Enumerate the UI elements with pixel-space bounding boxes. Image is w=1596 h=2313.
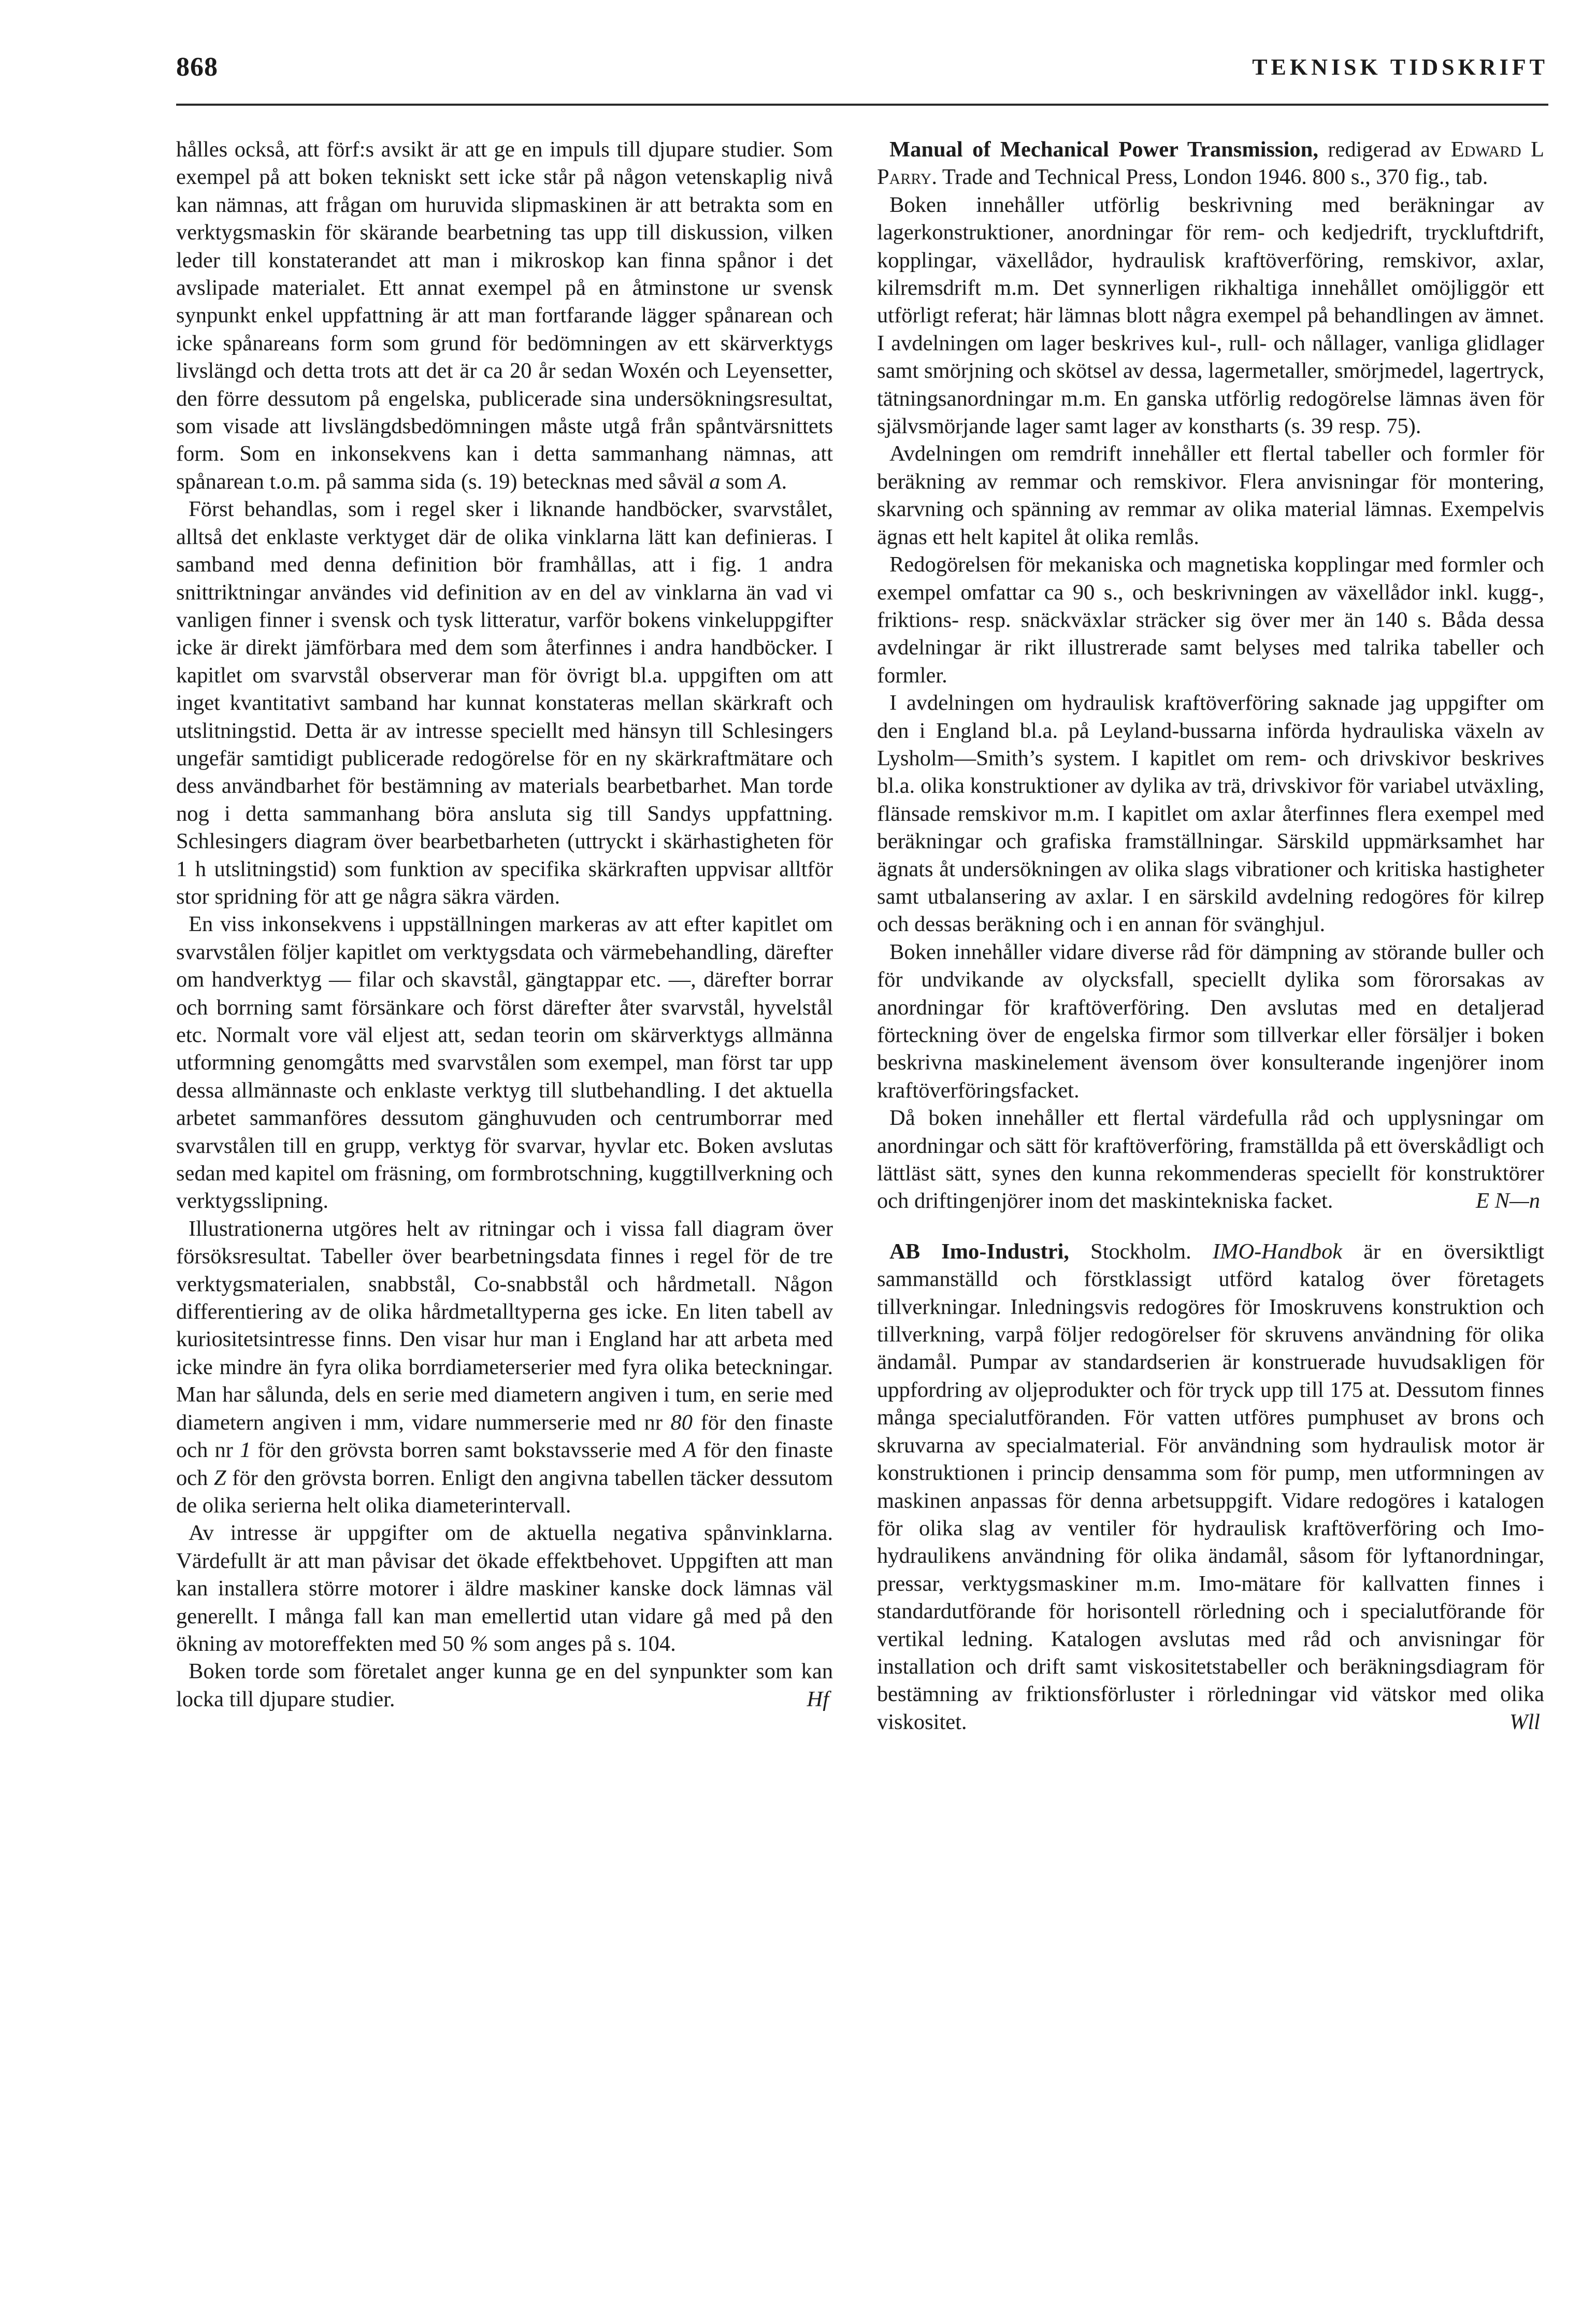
- left-column: [176, 136, 833, 1713]
- review-paragraph: Boken innehåller vidare diverse råd för dämpning av störande buller och för undvikande av olycksfall, speciellt dylika som förorsakas av anordningar för kraftöverföring. Den avslutas med en detaljerad förteckning över de engelska firmor som tillverkar eller försäljer i boken beskrivna maskinelement ävensom över konsulterande ingenjörer inom kraftöverföringsfacket.: [877, 939, 1544, 1103]
- article-paragraph: Illustrationerna utgöres helt av ritningar och i vissa fall diagram över försöksresultat. Tabeller över bearbetningsdata finnes i regel för de tre verktygsmaterialen, snabbstål, Co-snabbstål och hårdmetall. Någon differentiering av de olika hårdmetalltyperna ges icke. En liten tabell av kuriositetsintresse finns. Den visar hur man i England har att arbeta med icke mindre än fyra olika borrdiameterserier med fyra olika beteckningar. Man har sålunda, dels en serie med diametern angiven i tum, en serie med diametern angiven i mm, vidare nummerserie med nr 80 för den finaste och nr 1 för den grövsta borren samt bokstavsserie med A för den finaste och Z för den grövsta borren. Enligt den angivna tabellen täcker dessutom de olika serierna helt olika diameterintervall.: [176, 1216, 833, 1518]
- review-paragraph: Boken innehåller utförlig beskrivning med beräkningar av lagerkonstruktioner, anordningar för rem- och kedjedrift, tryckluftdrift, kopplingar, växellådor, hydraulisk kraftöverföring, remskivor, axlar, kilremsdrift m.m. Det synnerligen rikhaltiga innehållet omöjliggör ett utförligt referat; här lämnas blott några exempel på behandlingen av ämnet. I avdelningen om lager beskrives kul-, rull- och nållager, vanliga glidlager samt smörjning och skötsel av dessa, lagermetaller, smörjmedel, lagertryck, tätningsanordningar m.m. En ganska utförlig redogörelse lämnas även för självsmörjande lager samt lager av konstharts (s. 39 resp. 75).: [877, 192, 1544, 439]
- article-paragraph: Boken torde som företalet anger kunna ge en del synpunkter som kan locka till djupare studier. Hf: [176, 1658, 833, 1713]
- review-paragraph: Redogörelsen för mekaniska och magnetiska kopplingar med formler och exempel omfattar ca 90 s., och beskrivningen av växellådor inkl. kugg-, friktions- resp. snäckväxlar sträcker sig över mer än 140 s. Båda dessa avdelningar är rikt illustrerade samt belyses med talrika tabeller och formler.: [877, 552, 1544, 688]
- article-paragraph: En viss inkonsekvens i uppställningen markeras av att efter kapitlet om svarvstålen följer kapitlet om verktygsdata och värmebehandling, därefter om handverktyg — filar och skavstål, gängtappar etc. —, därefter borrar och borrning samt försänkare och först därefter åter svarvstål, hyvelstål etc. Normalt vore väl eljest att, sedan teorin om skärverktygs allmänna utformning genomgåtts med svarvstålen som exempel, man först tar upp dessa allmännaste och enklaste verktyg till slutbehandling. I det aktuella arbetet sammanföres dessutom gänghuvuden och centrumborrar med svarvstålen till en grupp, verktyg för svarvar, hyvlar etc. Boken avslutas sedan med kapitel om fräsning, om formbrotschning, kuggtillverkning och verktygsslipning.: [176, 912, 833, 1213]
- review-paragraph: Avdelningen om remdrift innehåller ett flertal tabeller och formler för beräkning av remmar och remskivor. Flera anvisningar för montering, skarvning och spänning av remmar av olika material lämnas. Exempelvis ägnas ett helt kapitel åt olika remlås.: [877, 441, 1544, 549]
- review-paragraph: AB Imo-Industri, Stockholm. IMO-Handbok är en översiktligt sammanställd och förstklassigt utförd katalog över företagets tillverkningar. Inledningsvis redogöres för Imoskruvens konstruktion och tillverkning, varpå följer redogörelser för skruvens användning för olika ändamål. Pumpar av standardserien är konstruerade huvudsakligen för uppfordring av oljeprodukter och för tryck upp till 175 at. Dessutom finnes många specialutföranden. För vatten utföres pumphuset av brons och skruvarna av specialmaterial. För användning som hydraulisk motor är konstruktionen i princip densamma som för pump, men utformningen av maskinen anpassas för denna arbetsuppgift. Vidare redogöres i katalogen för olika slag av ventiler för hydraulisk kraftöverföring och Imo-hydraulikens användning för olika ändamål, såsom för lyftanordningar, pressar, verktygsmaskiner m.m. Imo-mätare för kallvatten finnes i standardutförande för horisontell rörledning och i specialutförande för vertikal ledning. Katalogen avslutas med råd och anvisningar för installation och drift samt viskositetstabeller och beräkningsdiagram för bestämning av friktionsförluster i rörledningar vid vätskor med olika viskositet. Wll: [877, 1238, 1544, 1736]
- page-header: [176, 52, 1548, 106]
- review-paragraph: Då boken innehåller ett flertal värdefulla råd och upplysningar om anordningar och sätt för kraftöverföring, framställda på ett överskådligt och lättläst sätt, synes den kunna rekommenderas speciellt för konstruktörer och driftingenjörer inom det maskintekniska facket. E N—n: [877, 1104, 1544, 1215]
- reviewer-signature: E N—n: [1476, 1189, 1540, 1213]
- book-title: Manual of Mechanical Power Transmission,: [889, 137, 1318, 162]
- reviewer-signature: Wll: [1509, 1709, 1540, 1734]
- book-author: Edward L Parry.: [877, 137, 1544, 190]
- article-paragraph: hålles också, att förf:s avsikt är att ge en impuls till djupare studier. Som exempel på att boken tekniskt sett icke står på någon vetenskaplig nivå kan nämnas, att frågan om huruvida slipmaskinen är att betrakta som en verktygsmaskin för skärande bearbetning tas upp till diskussion, vilken leder till konstaterandet att man i mikroskop kan finna spånor i det avslipade materialet. Ett annat exempel på en åtminstone ur svensk synpunkt enkel uppfattning är att man fortfarande lägger spånarean och icke spånareans form som grund för bedömningen av ett skärverktygs livslängd och detta trots att det är ca 20 år sedan Woxén och Leyensetter, den förre dessutom på engelska, publicerade sina undersökningsresultat, som visade att livslängdsbedömningen måste utgå från spåntvärsnittets form. Som en inkonsekvens kan i detta sammanhang nämnas, att spånarean t.o.m. på samma sida (s. 19) betecknas med såväl a som A.: [176, 137, 833, 494]
- company-name: AB Imo-Industri,: [889, 1239, 1069, 1264]
- article-paragraph: Först behandlas, som i regel sker i liknande handböcker, svarvstålet, alltså det enklaste verktyget där de olika vinklarna lätt kan definieras. I samband med denna definition bör framhållas, att i fig. 1 andra snittriktningar användes vid definition av en del av vinklarna än vad vi vanligen finner i svensk och tysk litteratur, varför bokens vinkeluppgifter icke är direkt jämförbara med dem som återfinnes i andra handböcker. I kapitlet om svarvstål observerar man för övrigt bl.a. uppgiften om att inget kvantitativt samband har kunnat konstateras mellan skärkraft och utslitningstid. Detta är av intresse speciellt med hänsyn till Schlesingers ungefär samtidigt publicerade redogörelse för en ny skärkraftmätare och dess användbarhet för bestämning av materials bearbetbarhet. Man torde nog i detta sammanhang böra ansluta sig till Sandys uppfattning. Schlesingers diagram över bearbetbarheten (uttryckt i skärhastigheten för 1 h utslitningstid) som funktion av specifika skärkraften uppvisar alltför stor spridning för att ge några säkra värden.: [176, 497, 833, 909]
- review-paragraph: I avdelningen om hydraulisk kraftöverföring saknade jag uppgifter om den i England bl.a. på Leyland-bussarna införda hydrauliska växeln av Lysholm—Smith’s system. I kapitlet om rem- och drivskivor beskrives bl.a. olika konstruktioner av dylika av trä, drivskivor för variabel utväxling, flänsade remskivor m.m. I kapitlet om axlar återfinnes flera exempel med beräkningar och grafiska framställningar. Särskild uppmärksamhet har ägnats åt undersökningen av olika slags vibrationer och kritiska hastigheter samt utbalansering av axlar. I en särskild avdelning redogöres för kilrep och dessas beräkning och i en annan för svänghjul.: [877, 691, 1544, 937]
- reviewer-signature: Hf: [807, 1687, 829, 1711]
- page-number: 868: [176, 52, 218, 82]
- journal-title: TEKNISK TIDSKRIFT: [1252, 54, 1548, 80]
- review-heading: Manual of Mechanical Power Transmission, redigerad av Edward L Parry. Trade and Technical Press, London 1946. 800 s., 370 fig., tab.: [877, 137, 1544, 190]
- catalog-title: IMO-Handbok: [1212, 1239, 1343, 1264]
- article-paragraph: Av intresse är uppgifter om de aktuella negativa spånvinklarna. Värdefullt är att man påvisar det ökade effektbehovet. Uppgiften att man kan installera större motorer i äldre maskiner kanske dock lämnas väl generellt. I många fall kan man emellertid utan vidare gå med på den ökning av motoreffekten med 50 % som anges på s. 104.: [176, 1521, 833, 1656]
- right-column: [877, 136, 1544, 1736]
